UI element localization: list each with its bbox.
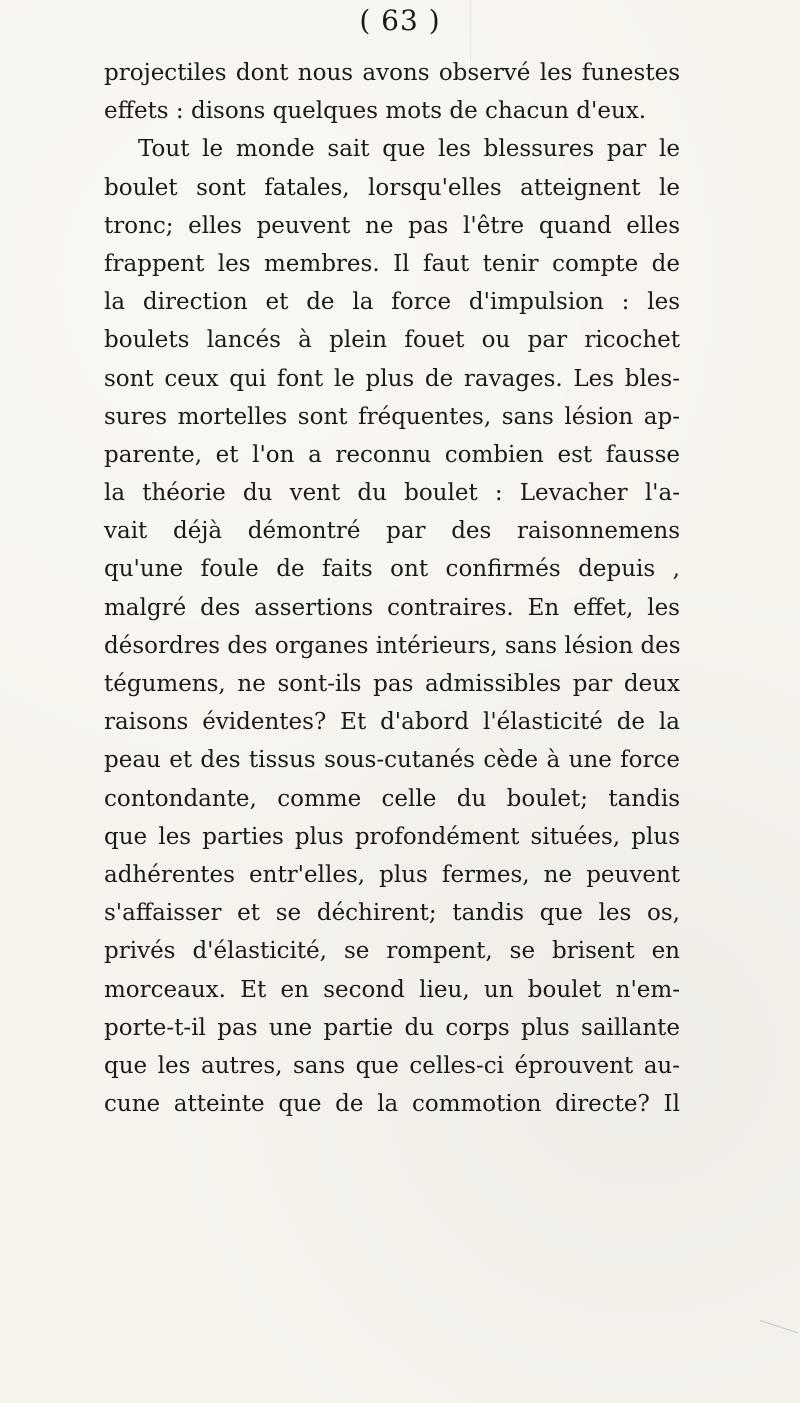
text-line: effets : disons quelques mots de chacun d'eux. <box>104 98 647 125</box>
text-line: raisons évidentes? Et d'abord l'élasticité de la <box>104 709 680 736</box>
text-line: la direction et de la force d'impulsion : les <box>104 289 680 316</box>
text-line: que les autres, sans que celles-ci éprouvent au- <box>104 1052 680 1079</box>
text-line: contondante, comme celle du boulet; tandis <box>104 785 680 812</box>
text-line: porte-t-il pas une partie du corps plus saillante <box>104 1014 680 1041</box>
text-line: qu'une foule de faits ont confirmés depuis , <box>104 556 680 583</box>
body-text <box>104 54 680 1123</box>
text-line: Tout le monde sait que les blessures par le <box>138 136 680 163</box>
text-line: vait déjà démontré par des raisonnemens <box>104 518 680 545</box>
text-line: projectiles dont nous avons observé les funestes <box>104 60 680 86</box>
text-line: tronc; elles peuvent ne pas l'être quand elles <box>104 212 680 239</box>
text-line: privés d'élasticité, se rompent, se brisent en <box>104 938 680 965</box>
text-line: peau et des tissus sous-cutanés cède à une force <box>104 747 680 774</box>
text-line: la théorie du vent du boulet : Levacher l'a- <box>104 480 680 507</box>
text-line: désordres des organes intérieurs, sans lésion des <box>104 632 681 659</box>
text-line: parente, et l'on a reconnu combien est fausse <box>104 441 680 468</box>
text-line: que les parties plus profondément situées, plus <box>104 823 680 850</box>
text-line: s'affaisser et se déchirent; tandis que les os, <box>104 900 680 927</box>
text-line: sures mortelles sont fréquentes, sans lésion ap- <box>104 403 680 430</box>
text-line: cune atteinte que de la commotion directe? Il <box>104 1091 680 1118</box>
text-line: boulets lancés à plein fouet ou par ricochet <box>104 327 680 354</box>
scan-corner-mark <box>760 1320 798 1333</box>
text-line: boulet sont fatales, lorsqu'elles atteignent le <box>104 174 680 201</box>
text-line: malgré des assertions contraires. En effet, les <box>104 594 680 621</box>
text-line: frappent les membres. Il faut tenir compte de <box>104 250 680 277</box>
text-line: morceaux. Et en second lieu, un boulet n'em- <box>104 976 680 1003</box>
text-line: sont ceux qui font le plus de ravages. Les bles- <box>104 365 680 392</box>
page-number: ( 63 ) <box>359 4 441 37</box>
text-line: tégumens, ne sont-ils pas admissibles par deux <box>104 671 680 697</box>
text-line: adhérentes entr'elles, plus fermes, ne peuvent <box>104 861 680 888</box>
